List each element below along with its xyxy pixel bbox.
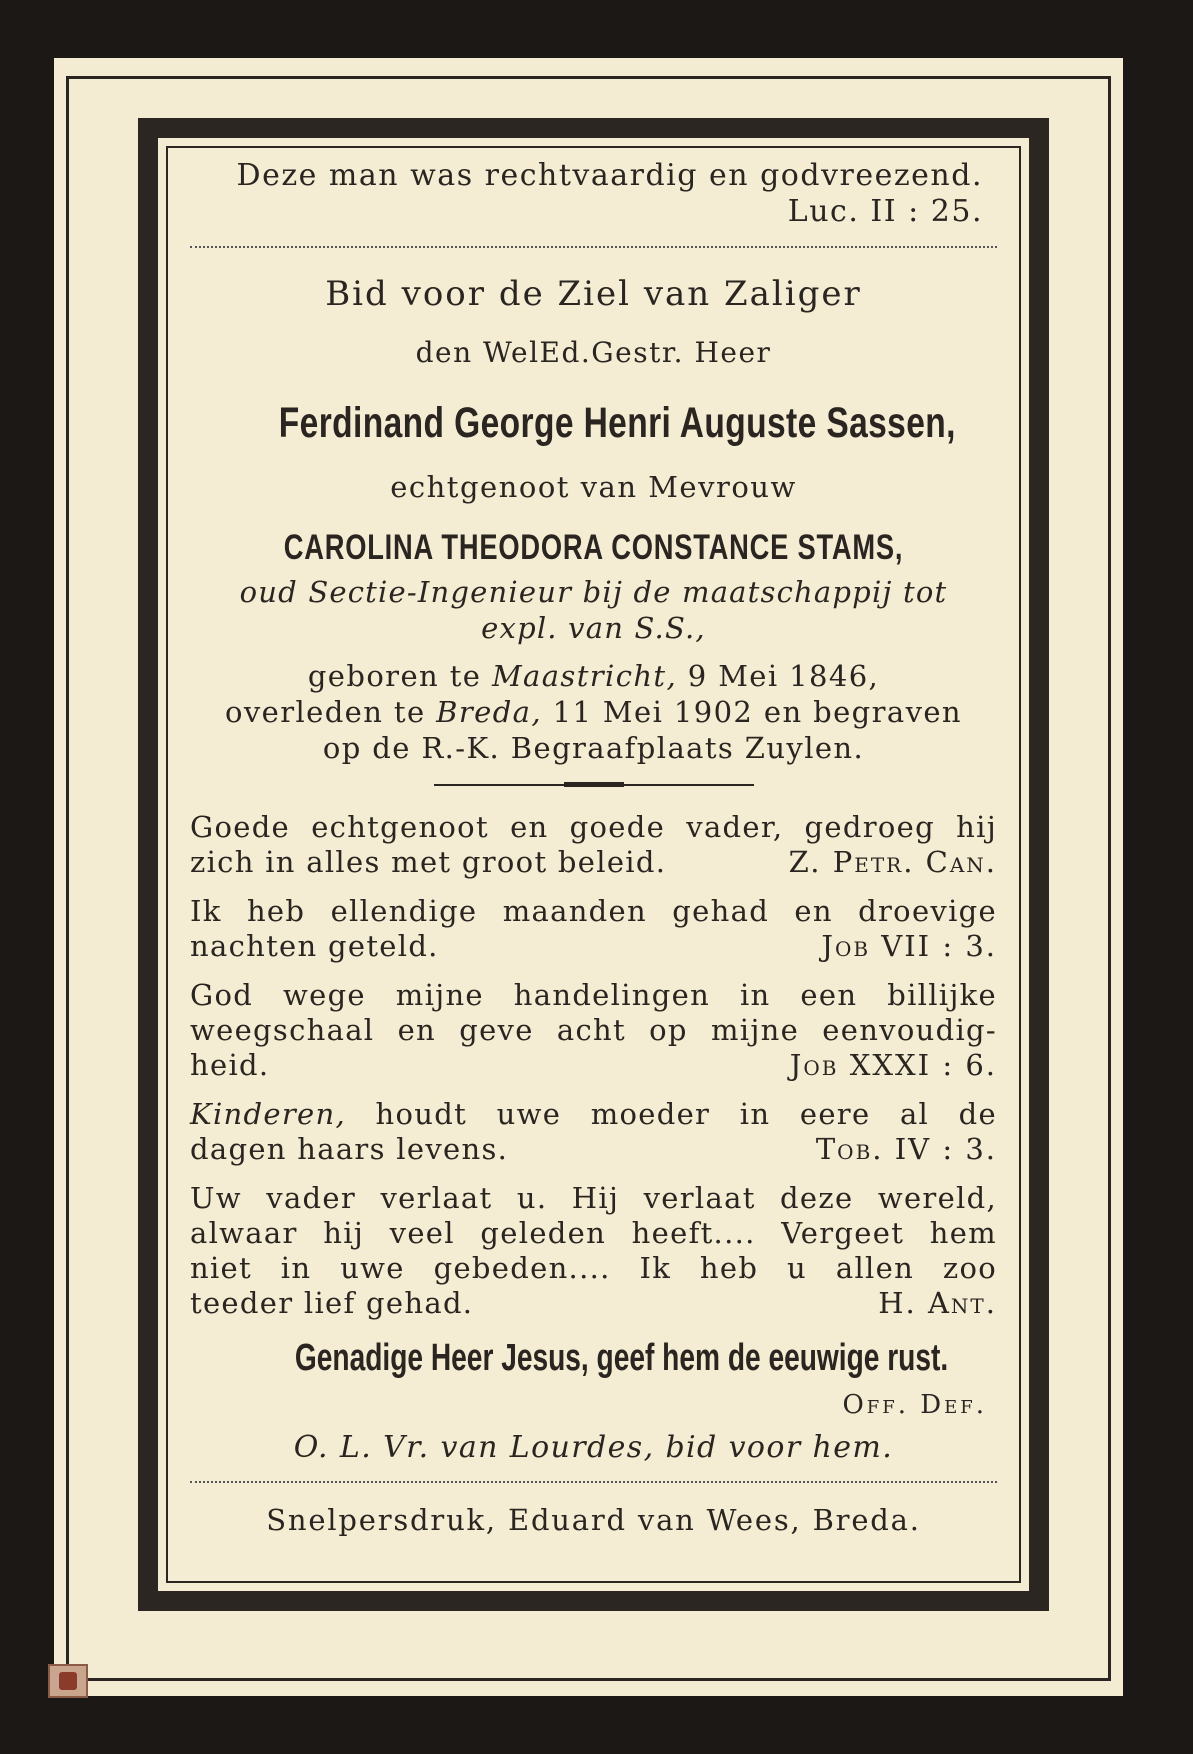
burial-line: op de R.-K. Begraafplaats Zuylen.: [322, 731, 865, 765]
verse-line: weegschaal en geve acht op mijne eenvoudig-: [190, 1013, 997, 1047]
dotted-divider: [190, 1481, 997, 1483]
prayer-intro: Bid voor de Ziel van Zaliger: [325, 274, 862, 314]
ornamental-divider: [434, 784, 754, 790]
verse-line: alwaar hij veel geleden heeft.... Vergeet hem: [190, 1216, 997, 1250]
verse-reference: Z. Petr. Can.: [788, 845, 997, 879]
printer-credit: Snelpersdruk, Eduard van Wees, Breda.: [266, 1503, 921, 1537]
verse-last-line: [190, 1286, 997, 1321]
verse: [190, 810, 997, 845]
verse-line: [190, 1097, 997, 1132]
closing-prayer: Genadige Heer Jesus, geef hem de eeuwige rust.: [294, 1337, 949, 1379]
dotted-divider: [190, 246, 997, 248]
divider-bar: [564, 782, 624, 787]
verse-reference: Tob. IV : 3.: [815, 1132, 997, 1166]
verse-last-line: [190, 929, 997, 964]
verse-line: God wege mijne handelingen in een billijke: [190, 978, 997, 1012]
verse-last-text: nachten geteld.: [190, 929, 439, 963]
birth-line: [190, 658, 997, 694]
death-line: [190, 694, 997, 730]
spouse-name: CAROLINA THEODORA CONSTANCE STAMS,: [283, 528, 904, 567]
birth-prefix: geboren te: [307, 659, 482, 693]
verse-lead-italic: Kinderen,: [190, 1097, 346, 1131]
verse-last-text: zich in alles met groot beleid.: [190, 845, 667, 879]
verse-line-rest: houdt uwe moeder in eere al de: [345, 1097, 997, 1131]
verse-line: Uw vader verlaat u. Hij verlaat deze wereld,: [190, 1181, 997, 1215]
occupation-line-1: oud Sectie-Ingenieur bij de maatschappij tot: [239, 575, 948, 609]
verse-last-line: [190, 1048, 997, 1083]
verse: [190, 894, 997, 929]
verse-last-text: dagen haars levens.: [190, 1132, 509, 1166]
verse-reference: Job XXXI : 6.: [789, 1048, 997, 1082]
epigraph-text: Deze man was rechtvaardig en godvreezend.: [236, 158, 983, 193]
collection-stamp-icon: [48, 1664, 88, 1698]
death-rest: 11 Mei 1902 en begraven: [552, 695, 963, 729]
verse-reference: Job VII : 3.: [821, 929, 997, 963]
verse-last-text: heid.: [190, 1048, 270, 1082]
death-place: Breda,: [436, 695, 542, 729]
birth-date: 9 Mei 1846,: [687, 659, 880, 693]
occupation-line-2: expl. van S.S.,: [481, 611, 706, 645]
title-honorific: den WelEd.Gestr. Heer: [415, 336, 772, 369]
spouse-intro: echtgenoot van Mevrouw: [390, 470, 797, 504]
deceased-name: Ferdinand George Henri Auguste Sassen,: [278, 399, 956, 447]
verse-line: niet in uwe gebeden.... Ik heb u allen zoo: [190, 1251, 997, 1285]
verse: [190, 1181, 997, 1286]
verse-reference: H. Ant.: [878, 1286, 997, 1320]
verse-line: Ik heb ellendige maanden gehad en droevige: [190, 894, 997, 928]
card-text: [168, 148, 1019, 1581]
epigraph-reference: Luc. II : 25.: [787, 194, 983, 229]
verse: [190, 978, 997, 1048]
verse-last-text: teeder lief gehad.: [190, 1286, 474, 1320]
verse-last-line: [190, 845, 997, 880]
closing-reference: Off. Def.: [842, 1390, 987, 1420]
verse: [190, 1097, 997, 1132]
verse-line: Goede echtgenoot en goede vader, gedroeg hij: [190, 810, 997, 844]
lourdes-invocation: O. L. Vr. van Lourdes, bid voor hem.: [293, 1430, 894, 1465]
birth-place: Maastricht,: [491, 659, 678, 693]
verse-last-line: [190, 1132, 997, 1167]
death-prefix: overleden te: [224, 695, 426, 729]
